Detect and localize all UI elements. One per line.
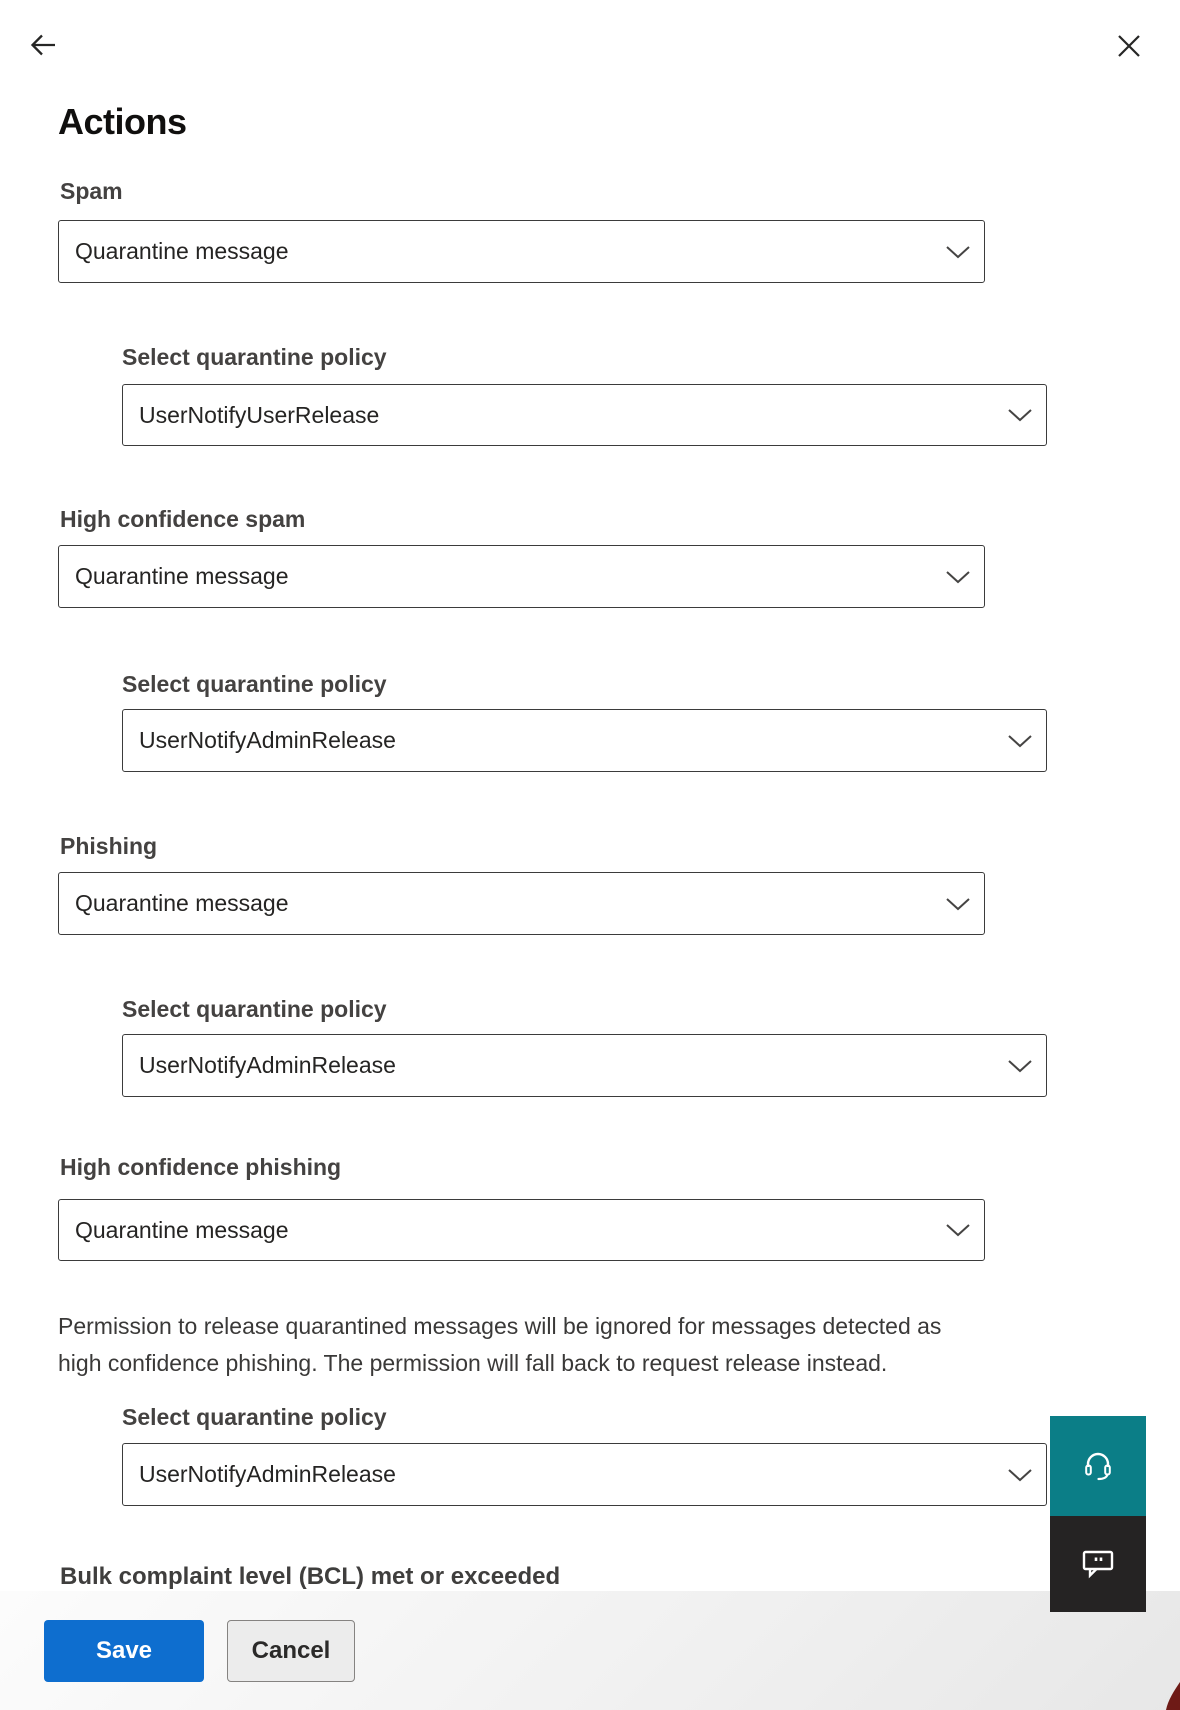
corner-accent-shape [1164,1682,1180,1710]
field-label-hcp-quarantine-policy: Select quarantine policy [122,1404,387,1430]
chevron-down-icon [1007,734,1033,748]
back-button[interactable] [26,28,60,62]
hcp-quarantine-policy-dropdown[interactable] [122,1443,1047,1506]
hcp-permission-note [58,1308,941,1382]
dropdown-value: UserNotifyAdminRelease [139,727,396,753]
spam-quarantine-policy-dropdown[interactable] [122,384,1047,446]
high-confidence-phishing-action-dropdown[interactable] [58,1199,985,1261]
dropdown-value: Quarantine message [75,1216,289,1243]
chevron-down-icon [1007,408,1033,422]
high-confidence-spam-action-dropdown[interactable] [58,545,985,608]
feedback-chat-button[interactable] [1050,1516,1146,1612]
dropdown-value: UserNotifyUserRelease [139,401,380,428]
dropdown-value: UserNotifyAdminRelease [139,1461,396,1487]
note-line: high confidence phishing. The permission will fall back to request release instead. [58,1350,888,1376]
cancel-button[interactable]: Cancel [227,1620,355,1682]
note-line: Permission to release quarantined messages will be ignored for messages detected as [58,1313,942,1339]
close-icon [1114,49,1144,64]
chevron-down-icon [945,245,971,259]
dropdown-value: Quarantine message [75,563,289,589]
chevron-down-icon [1007,1059,1033,1073]
help-support-button[interactable] [1050,1416,1146,1516]
hcs-quarantine-policy-dropdown[interactable] [122,709,1047,772]
chat-icon [1078,1543,1118,1586]
field-label-high-confidence-spam: High confidence spam [60,506,306,532]
chevron-down-icon [1007,1468,1033,1482]
chevron-down-icon [945,1223,971,1237]
field-label-hcs-quarantine-policy: Select quarantine policy [122,671,387,697]
field-label-bulk-complaint-level: Bulk complaint level (BCL) met or exceeded [60,1563,561,1590]
footer-bar [0,1591,1180,1710]
field-label-spam-quarantine-policy: Select quarantine policy [122,344,387,370]
field-label-high-confidence-phishing: High confidence phishing [60,1154,342,1180]
dropdown-value: UserNotifyAdminRelease [139,1052,396,1078]
field-label-phishing: Phishing [60,833,158,859]
save-button[interactable]: Save [44,1620,204,1682]
headset-icon [1077,1444,1119,1489]
arrow-left-icon [26,50,60,65]
phishing-action-dropdown[interactable] [58,872,985,935]
field-label-spam: Spam [60,178,123,204]
dropdown-value: Quarantine message [75,890,289,916]
phishing-quarantine-policy-dropdown[interactable] [122,1034,1047,1097]
chevron-down-icon [945,570,971,584]
dropdown-value: Quarantine message [75,238,289,264]
page-title: Actions [58,101,187,142]
field-label-phishing-quarantine-policy: Select quarantine policy [122,996,387,1022]
spam-action-dropdown[interactable] [58,220,985,283]
chevron-down-icon [945,897,971,911]
close-button[interactable] [1114,31,1144,61]
